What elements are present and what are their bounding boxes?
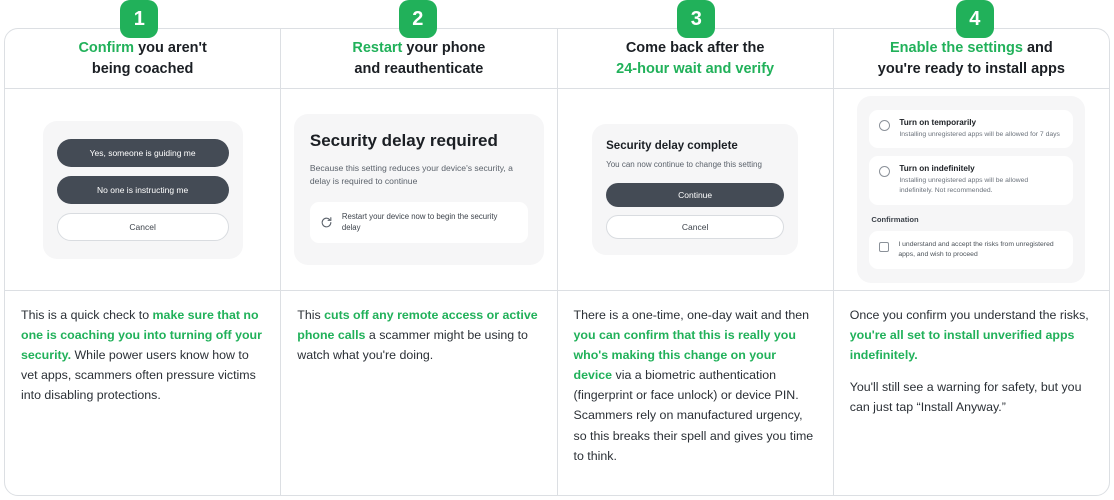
mock-option-temporary-title: Turn on temporarily bbox=[899, 118, 977, 128]
step-badge-3: 3 bbox=[677, 0, 715, 38]
step-heading-2-lead: Restart bbox=[352, 39, 403, 56]
mock-confirmation-text: I understand and accept the risks from unregistered apps, and wish to proceed bbox=[898, 240, 1054, 258]
mock-option-indefinite[interactable] bbox=[869, 156, 1073, 204]
step-column-3 bbox=[558, 29, 834, 495]
step-badge-1: 1 bbox=[120, 0, 158, 38]
desc3-part3: via a biometric authentication (fingerprint or face unlock) or device PIN. Scammers rely on manufactured urgency, so this breaks their spell and gives you time to think. bbox=[573, 368, 814, 463]
mock-title-delay-complete: Security delay complete bbox=[606, 140, 738, 152]
mock-body-security-delay: Because this setting reduces your device's security, a delay is required to continue bbox=[309, 162, 513, 186]
step-screenshot-2 bbox=[281, 89, 556, 291]
step-column-2 bbox=[281, 29, 557, 495]
desc4-part1: Once you confirm you understand the risks, bbox=[849, 308, 1089, 322]
step-badge-cell-1 bbox=[0, 0, 279, 44]
step-badges bbox=[0, 0, 1114, 44]
desc2-part1: This bbox=[297, 308, 325, 322]
mock-button-continue[interactable]: Continue bbox=[606, 183, 784, 207]
desc3-highlight: you can confirm that this is really you who's making this change on your device bbox=[573, 328, 796, 383]
radio-icon-temporary[interactable] bbox=[879, 120, 890, 131]
step-heading-4-lead: Enable the settings bbox=[889, 39, 1023, 56]
desc4-part2: You'll still see a warning for safety, but you can just tap “Install Anyway.” bbox=[849, 380, 1082, 415]
step-badge-cell-4 bbox=[836, 0, 1114, 44]
step-description-1 bbox=[5, 291, 280, 495]
mock-restart-text: Restart your device now to begin the security delay bbox=[341, 212, 498, 233]
mock-title-security-delay: Security delay required bbox=[309, 131, 498, 151]
step-heading-2-line2: and reauthenticate bbox=[354, 60, 484, 77]
mock-button-cancel-3[interactable]: Cancel bbox=[606, 215, 784, 239]
radio-icon-indefinite[interactable] bbox=[879, 166, 890, 177]
step-description-3 bbox=[558, 291, 833, 495]
mock-restart-row[interactable] bbox=[310, 202, 528, 243]
step-heading-4-line2: you're ready to install apps bbox=[877, 60, 1065, 77]
settings-options-mock bbox=[857, 96, 1085, 283]
step-heading-1-line2: being coached bbox=[91, 60, 194, 77]
step-heading-2-rest: your phone bbox=[402, 39, 486, 56]
desc2-highlight: cuts off any remote access or active phone calls bbox=[297, 308, 538, 343]
step-badge-cell-3 bbox=[557, 0, 836, 44]
desc2-part3: a scammer might be using to watch what you're doing. bbox=[297, 328, 528, 363]
mock-option-temporary[interactable] bbox=[869, 110, 1073, 148]
step-heading-3-line2: 24-hour wait and verify bbox=[616, 60, 775, 77]
choice-sheet-mock bbox=[43, 121, 243, 259]
steps-table bbox=[4, 28, 1110, 496]
desc4-highlight: you're all set to install unverified apps indefinitely. bbox=[849, 328, 1075, 363]
step-column-1 bbox=[5, 29, 281, 495]
mock-button-cancel[interactable]: Cancel bbox=[57, 213, 229, 241]
mock-option-indefinite-sub: Installing unregistered apps will be allowed indefinitely. Not recommended. bbox=[899, 177, 1029, 195]
step-badge-2: 2 bbox=[399, 0, 437, 38]
step-column-4 bbox=[834, 29, 1109, 495]
desc1-highlight: make sure that no one is coaching you into turning off your security. bbox=[21, 308, 262, 363]
mock-button-no-one[interactable]: No one is instructing me bbox=[57, 176, 229, 204]
step-description-2 bbox=[281, 291, 556, 495]
step-badge-cell-2 bbox=[279, 0, 558, 44]
step-description-4 bbox=[834, 291, 1109, 495]
mock-confirmation-row[interactable] bbox=[869, 231, 1073, 269]
step-heading-1-lead: Confirm bbox=[78, 39, 135, 56]
security-delay-mock bbox=[294, 114, 544, 264]
checkbox-icon-accept-risks[interactable] bbox=[879, 242, 889, 252]
mock-section-confirmation: Confirmation bbox=[871, 214, 919, 224]
mock-option-temporary-sub: Installing unregistered apps will be allowed for 7 days bbox=[899, 131, 1060, 139]
step-heading-1-rest: you aren't bbox=[134, 39, 207, 56]
desc1-part1: This is a quick check to bbox=[21, 308, 153, 322]
desc1-part3: While power users know how to vet apps, scammers often pressure victims into disabling protections. bbox=[21, 348, 256, 403]
mock-body-delay-complete: You can now continue to change this setting bbox=[606, 160, 762, 169]
mock-button-guiding[interactable]: Yes, someone is guiding me bbox=[57, 139, 229, 167]
step-screenshot-4 bbox=[834, 89, 1109, 291]
step-heading-3-line1: Come back after the bbox=[625, 39, 765, 56]
step-screenshot-1 bbox=[5, 89, 280, 291]
mock-option-indefinite-title: Turn on indefinitely bbox=[899, 164, 975, 174]
step-badge-4: 4 bbox=[956, 0, 994, 38]
step-screenshot-3 bbox=[558, 89, 833, 291]
delay-complete-mock bbox=[592, 124, 798, 255]
step-heading-4-rest: and bbox=[1022, 39, 1053, 56]
refresh-icon bbox=[320, 216, 333, 229]
desc3-part1: There is a one-time, one-day wait and then bbox=[573, 308, 810, 322]
